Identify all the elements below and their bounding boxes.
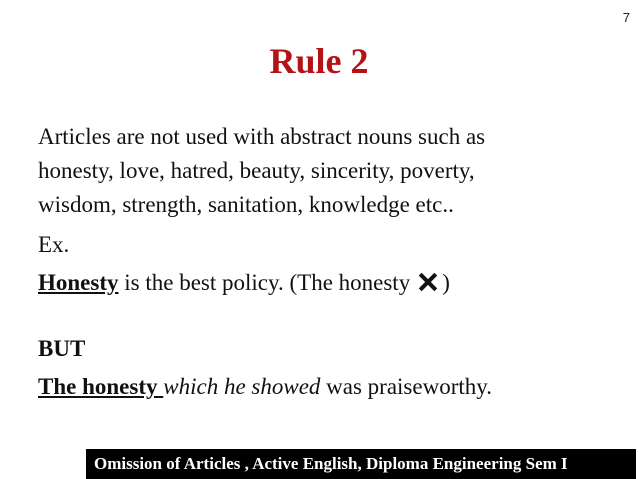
example-rest: is the best policy. (The honesty	[118, 270, 411, 295]
page-number: 7	[622, 10, 630, 25]
footer-bar: Omission of Articles , Active English, Diploma Engineering Sem I	[86, 449, 636, 479]
rule-text-line-2: honesty, love, hatred, beauty, sincerity, poverty,	[38, 158, 475, 183]
contrast-italic: which he showed	[163, 374, 321, 399]
rule-text-line-3: wisdom, strength, sanitation, knowledge etc..	[38, 192, 454, 217]
contrast-label: BUT	[38, 336, 86, 361]
rule-text-line-1: Articles are not used with abstract nouns such as	[38, 124, 486, 149]
contrast-rest: was praiseworthy.	[320, 374, 493, 399]
example-subject: Honesty	[38, 270, 119, 295]
example-sentence	[38, 266, 618, 300]
slide-body	[38, 120, 618, 404]
contrast-sentence	[38, 370, 618, 404]
example-close: )	[442, 270, 450, 295]
example-label: Ex.	[38, 232, 70, 257]
contrast-subject: The honesty	[38, 374, 164, 399]
slide-title: Rule 2	[269, 41, 369, 81]
cross-icon	[418, 272, 438, 292]
